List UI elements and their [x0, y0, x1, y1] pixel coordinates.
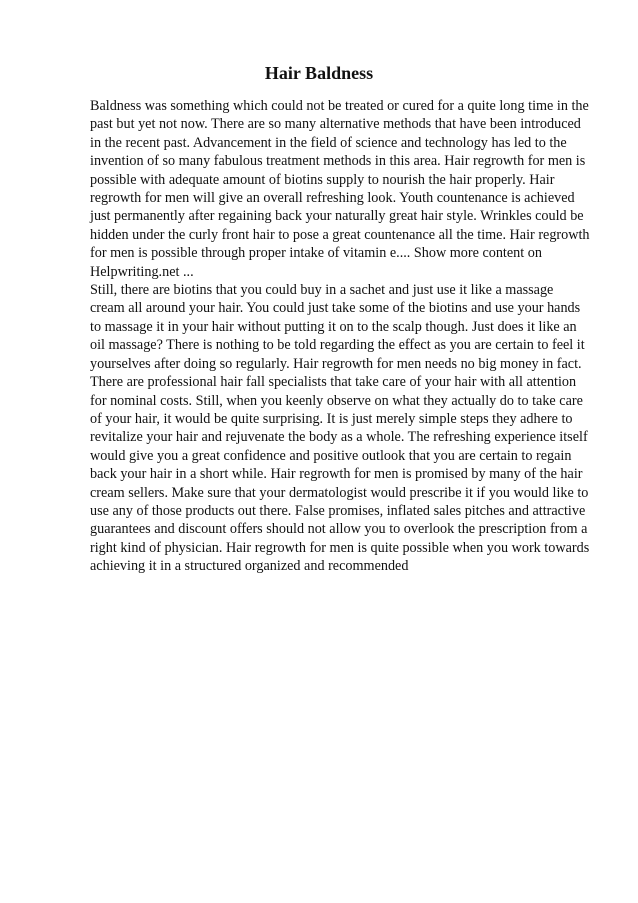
document-title: Hair Baldness: [264, 63, 374, 83]
paragraph-2: Still, there are biotins that you could buy in a sachet and just use it like a massage cream all around your hair. You could just take some of the biotins and use your hands to massage it in your hair without putting it on to the scalp though. Just does it like an oil massage? There is nothing to be told regarding the effect as you are certain to feel it yourselves after doing so regularly. Hair regrowth for men needs no big money in fact. There are professional hair fall specialists that take care of your hair with all attention for nominal costs. Still, when you keenly observe on what they actually do to take care of your hair, it would be quite surprising. It is just merely simple steps they adhere to revitalize your hair and rejuvenate the body as a whole. The refreshing experience itself would give you a great confidence and positive outlook that you are certain to regain back your hair in a short while. Hair regrowth for men is promised by many of the hair cream sellers. Make sure that your dermatologist would prescribe it if you would like to use any of those products out there. False promises, inflated sales pitches and attractive guarantees and discount offers should not allow you to overlook the prescription from a right kind of physician. Hair regrowth for men is quite possible when you work towards achieving it in a structured organized and recommended: [90, 282, 590, 575]
document-body: [90, 97, 590, 576]
paragraph-1: Baldness was something which could not be treated or cured for a quite long time in the past but yet not now. There are so many alternative methods that have been introduced in the recent past. Advancement in the field of science and technology has led to the invention of so many fabulous treatment methods in this area. Hair regrowth for men is possible with adequate amount of biotins supply to nourish the hair properly. Hair regrowth for men will give an overall refreshing look. Youth countenance is achieved just permanently after regaining back your naturally great hair style. Wrinkles could be hidden under the curly front hair to pose a great countenance all the time. Hair regrowth for men is possible through proper intake of vitamin e.... Show more content on Helpwriting.net ...: [90, 98, 590, 280]
